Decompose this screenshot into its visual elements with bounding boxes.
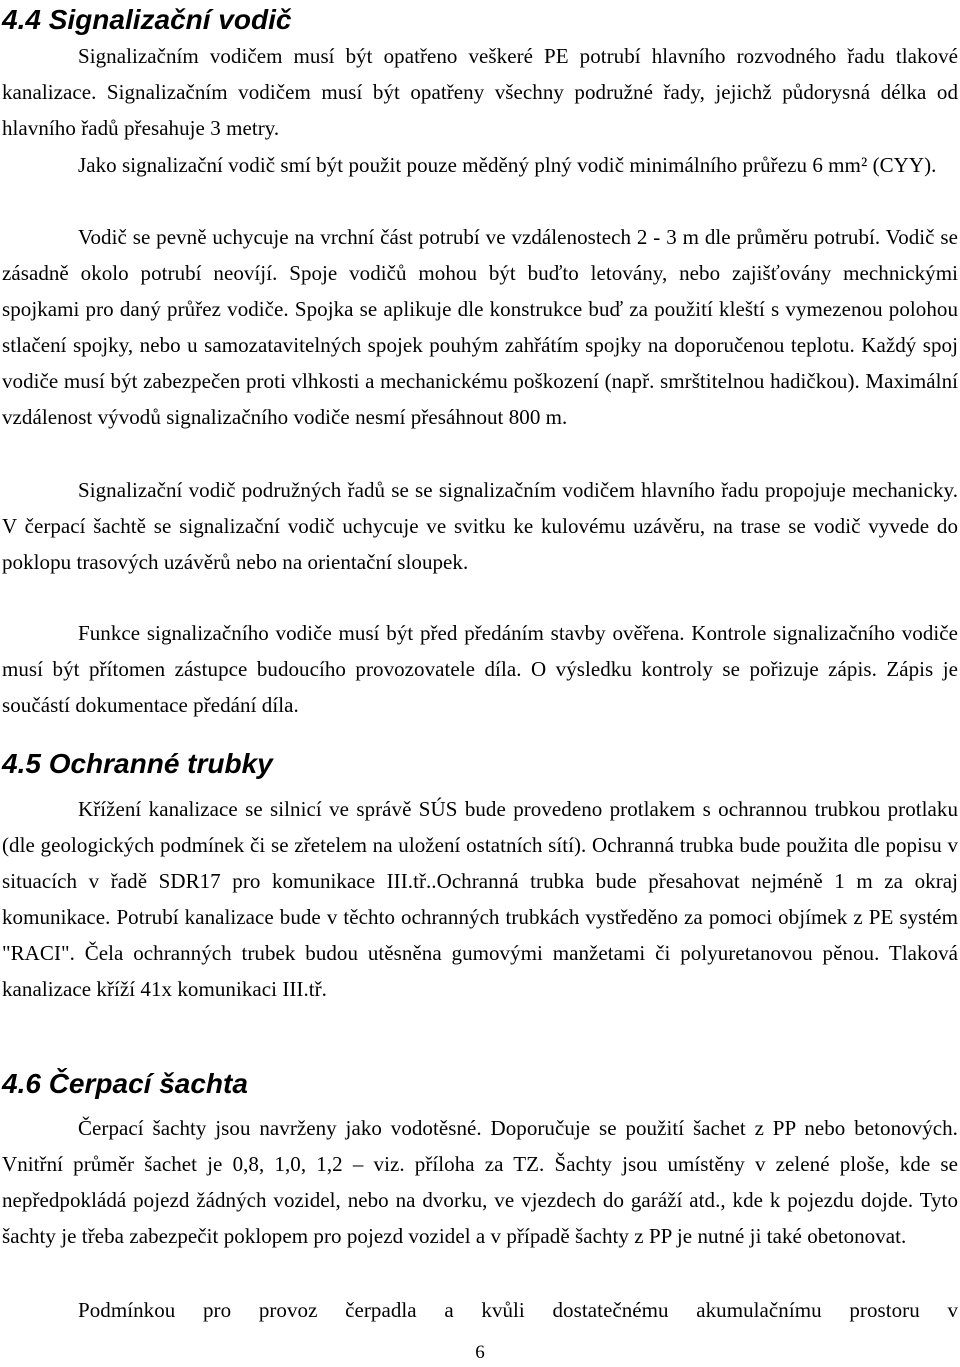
paragraph: Podmínkou pro provoz čerpadla a kvůli dostatečnému akumulačnímu prostoru v (78, 1298, 958, 1322)
section-heading-4-6: 4.6 Čerpací šachta (2, 1068, 248, 1099)
section-heading-4-5: 4.5 Ochranné trubky (2, 748, 273, 779)
section-heading-4-4: 4.4 Signalizační vodič (2, 4, 292, 35)
paragraph: Funkce signalizačního vodiče musí být před předáním stavby ověřena. Kontrole signalizačního vodiče musí být přítomen zástupce budoucího provozovatele díla. O výsledku kontroly se pořizuje zápis. Zápis je součástí dokumentace předání díla. (2, 621, 958, 717)
paragraph: Jako signalizační vodič smí být použit pouze měděný plný vodič minimálního průřezu 6 mm² (CYY). (78, 153, 937, 177)
paragraph: Signalizační vodič podružných řadů se se signalizačním vodičem hlavního řadu propojuje mechanicky. V čerpací šachtě se signalizační vodič uchycuje ve svitku ke kulovému uzávěru, na trase se vodič vyvede do poklopu trasových uzávěrů nebo na orientační sloupek. (2, 478, 958, 574)
paragraph: Signalizačním vodičem musí být opatřeno veškeré PE potrubí hlavního rozvodného řadu tlakové kanalizace. Signalizačním vodičem musí být opatřeny všechny podružné řady, jejichž půdorysná délka od hlavního řadů přesahuje 3 metry. (2, 44, 958, 140)
paragraph: Křížení kanalizace se silnicí ve správě SÚS bude provedeno protlakem s ochrannou trubkou protlaku (dle geologických podmínek či se zřetelem na uložení ostatních sítí). Ochranná trubka bude použita dle popisu v situacích v řadě SDR17 pro komunikace III.tř..Ochranná trubka bude přesahovat nejméně 1 m za okraj komunikace. Potrubí kanalizace bude v těchto ochranných trubkách vystředěno za pomoci objímek z PE systém "RACI". Čela ochranných trubek budou utěsněna gumovými manžetami či polyuretanovou pěnou. Tlaková kanalizace kříží 41x komunikaci III.tř. (2, 797, 958, 1001)
paragraph: Vodič se pevně uchycuje na vrchní část potrubí ve vzdálenostech 2 - 3 m dle průměru potrubí. Vodič se zásadně okolo potrubí neovíjí. Spoje vodičů mohou být buďto letovány, nebo zajišťovány mechnickými spojkami pro daný průřez vodiče. Spojka se aplikuje dle konstrukce buď za použití kleští s vymezenou polohou stlačení spojky, nebo u samozatavitelných spojek pouhým zahřátím spojky na doporučenou teplotu. Každý spoj vodiče musí být zabezpečen proti vlhkosti a mechanickému poškození (např. smrštitelnou hadičkou). Maximální vzdálenost vývodů signalizačního vodiče nesmí přesáhnout 800 m. (2, 225, 958, 429)
page-number: 6 (475, 1342, 485, 1363)
paragraph: Čerpací šachty jsou navrženy jako vodotěsné. Doporučuje se použití šachet z PP nebo betonových. Vnitřní průměr šachet je 0,8, 1,0, 1,2 – viz. příloha za TZ. Šachty jsou umístěny v zelené ploše, kde se nepředpokládá pojezd žádných vozidel, nebo na dvorku, ve vjezdech do garáží atd., kde k pojezdu dojde. Tyto šachty je třeba zabezpečit poklopem pro pojezd vozidel a v případě šachty z PP je nutné ji také obetonovat. (2, 1116, 958, 1248)
